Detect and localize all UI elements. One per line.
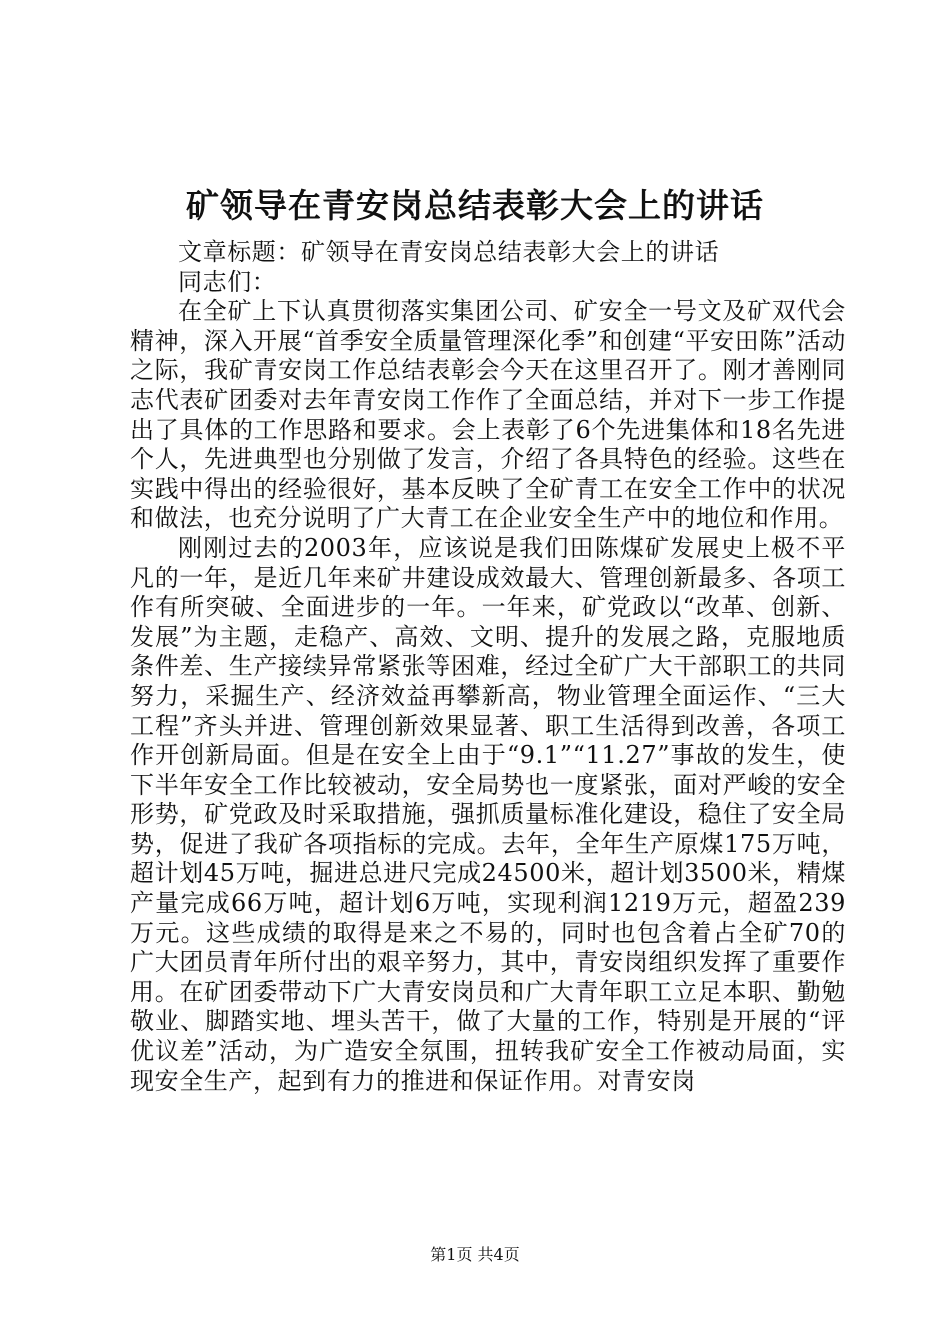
article-title-line: 文章标题：矿领导在青安岗总结表彰大会上的讲话 — [178, 238, 720, 266]
document-body — [130, 238, 846, 1096]
paragraph: 刚刚过去的2003年，应该说是我们田陈煤矿发展史上极不平凡的一年，是近几年来矿井建设成效最大、管理创新最多、各项工作有所突破、全面进步的一年。一年来，矿党政以“改革、创新、发展”为主题，走稳产、高效、文明、提升的发展之路，克服地质条件差、生产接续异常紧张等困难，经过全矿广大干部职工的共同努力，采掘生产、经济效益再攀新高，物业管理全面运作、“三大工程”齐头并进、管理创新效果显著、职工生活得到改善，各项工作开创新局面。但是在安全上由于“9.1”“11.27”事故的发生，使下半年安全工作比较被动，安全局势也一度紧张，面对严峻的安全形势，矿党政及时采取措施，强抓质量标准化建设，稳住了安全局势，促进了我矿各项指标的完成。去年，全年生产原煤175万吨，超计划45万吨，掘进总进尺完成24500米，超计划3500米，精煤产量完成66万吨，超计划6万吨，实现利润1219万元，超盈239万元。这些成绩的取得是来之不易的，同时也包含着占全矿70的广大团员青年所付出的艰辛努力，其中，青安岗组织发挥了重要作用。在矿团委带动下广大青安岗员和广大青年职工立足本职、勤勉敬业、脚踏实地、埋头苦干，做了大量的工作，特别是开展的“评优议差”活动，为广造安全氛围，扭转我矿安全工作被动局面，实现安全生产，起到有力的推进和保证作用。对青安岗 — [130, 533, 846, 1095]
page-title: 矿领导在青安岗总结表彰大会上的讲话 — [186, 186, 764, 225]
page-footer: 第1页 共4页 — [430, 1245, 520, 1264]
salutation: 同志们： — [178, 267, 277, 296]
paragraph: 在全矿上下认真贯彻落实集团公司、矿安全一号文及矿双代会精神，深入开展“首季安全质量管理深化季”和创建“平安田陈”活动之际，我矿青安岗工作总结表彰会今天在这里召开了。刚才善刚同志代表矿团委对去年青安岗工作作了全面总结，并对下一步工作提出了具体的工作思路和要求。会上表彰了6个先进集体和18名先进个人，先进典型也分别做了发言，介绍了各具特色的经验。这些在实践中得出的经验很好，基本反映了全矿青工在安全工作中的状况和做法，也充分说明了广大青工在企业安全生产中的地位和作用。 — [130, 297, 846, 533]
